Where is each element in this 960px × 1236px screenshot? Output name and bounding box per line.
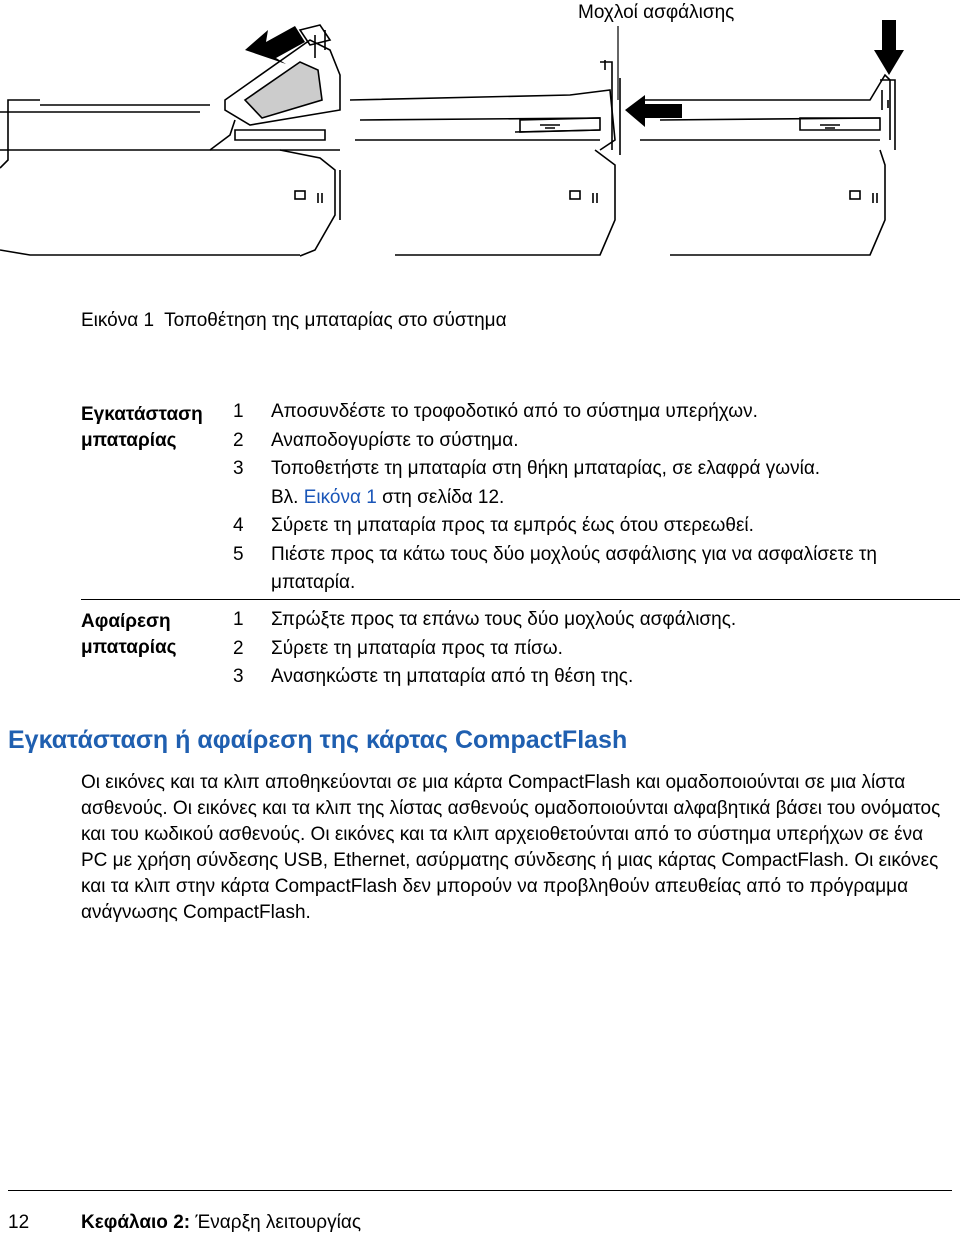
step-number: 1 (233, 401, 244, 422)
install-label-line2: μπαταρίας (81, 430, 177, 451)
step-number: 5 (233, 543, 244, 565)
remove-label-line1: Αφαίρεση (81, 611, 171, 632)
panel-2-device (350, 60, 620, 255)
install-step (233, 512, 960, 541)
page-number: 12 (8, 1212, 30, 1233)
install-section-label (81, 402, 231, 454)
remove-step (233, 663, 960, 692)
step-number: 2 (233, 429, 244, 451)
chapter-title (81, 1212, 361, 1234)
figure-caption (81, 310, 507, 332)
install-steps (233, 398, 960, 598)
step-number: 4 (233, 515, 244, 536)
step-number: 1 (233, 609, 244, 630)
step-text: Σύρετε τη μπαταρία προς τα πίσω. (271, 637, 563, 659)
step-text: Ανασηκώστε τη μπαταρία από τη θέση της. (271, 666, 634, 687)
compactflash-paragraph: Οι εικόνες και τα κλιπ αποθηκεύονται σε μια κάρτα CompactFlash και ομαδοποιούνται σε μια λίστα ασθενούς. Οι εικόνες και τα κλιπ της λίστας ασθενούς ομαδοποιούνται αλφαβητικά βάσει του ονόματος και του κωδικού ασθενούς. Οι εικόνες και τα κλιπ αρχειοθετούνται από το σύστημα υπερήχων σε ένα PC με χρήση σύνδεσης USB, Ethernet, ασύρματης σύνδεσης ή μιας κάρτας CompactFlash. Οι εικόνες και τα κλιπ στην κάρτα CompactFlash δεν μπορούν να προβληθούν απευθείας από το πρόγραμμα ανάγνωσης CompactFlash. (81, 772, 941, 923)
chapter-name: Έναρξη λειτουργίας (195, 1212, 361, 1233)
caption-label: Εικόνα 1 (81, 310, 155, 331)
remove-step (233, 606, 960, 635)
step-text: Αναποδογυρίστε το σύστημα. (271, 429, 519, 451)
footer-rule (8, 1190, 952, 1191)
step-text: Πιέστε προς τα κάτω τους δύο μοχλούς ασφάλισης για να ασφαλίσετε τη μπαταρία. (271, 543, 877, 593)
install-label-line1: Εγκατάσταση (81, 404, 203, 425)
caption-text: Τοποθέτηση της μπαταρίας στο σύστημα (164, 310, 507, 331)
install-step (233, 427, 960, 456)
install-step (233, 455, 960, 512)
remove-battery-section (81, 609, 960, 699)
press-down-arrow (874, 20, 904, 75)
remove-steps (233, 606, 960, 692)
figure-reference-link[interactable]: Εικόνα 1 (303, 486, 377, 508)
panel-3-device (640, 75, 895, 255)
step-number: 2 (233, 637, 244, 659)
battery-installation-figure (0, 0, 960, 300)
step-number: 3 (233, 666, 244, 687)
panel-1-device (0, 25, 340, 256)
install-battery-section (81, 401, 960, 597)
step-text-line1: Τοποθετήστε τη μπαταρία στη θήκη μπαταρίας, σε ελαφρά γωνία. (271, 458, 821, 479)
step-text: Σπρώξτε προς τα επάνω τους δύο μοχλούς ασφάλισης. (271, 609, 737, 630)
section-divider (81, 599, 960, 600)
locking-levers-callout: Μοχλοί ασφάλισης (578, 2, 735, 23)
slide-left-arrow (245, 26, 305, 64)
step-text-prefix: Βλ. (271, 486, 304, 508)
compactflash-heading: Εγκατάσταση ή αφαίρεση της κάρτας CompactFlash (8, 726, 628, 754)
step-text: Σύρετε τη μπαταρία προς τα εμπρός έως ότου στερεωθεί. (271, 515, 754, 536)
install-step (233, 398, 960, 427)
install-step (233, 541, 960, 598)
battery-illustration (0, 0, 960, 300)
remove-label-line2: μπαταρίας (81, 637, 177, 658)
remove-step (233, 635, 960, 664)
step-text-suffix: στη σελίδα 12. (376, 486, 505, 508)
chapter-label: Κεφάλαιο 2: (81, 1212, 191, 1233)
remove-section-label (81, 609, 231, 661)
step-text: Αποσυνδέστε το τροφοδοτικό από το σύστημα υπερήχων. (271, 401, 758, 422)
step-text (271, 455, 960, 512)
step-number: 3 (233, 458, 244, 479)
